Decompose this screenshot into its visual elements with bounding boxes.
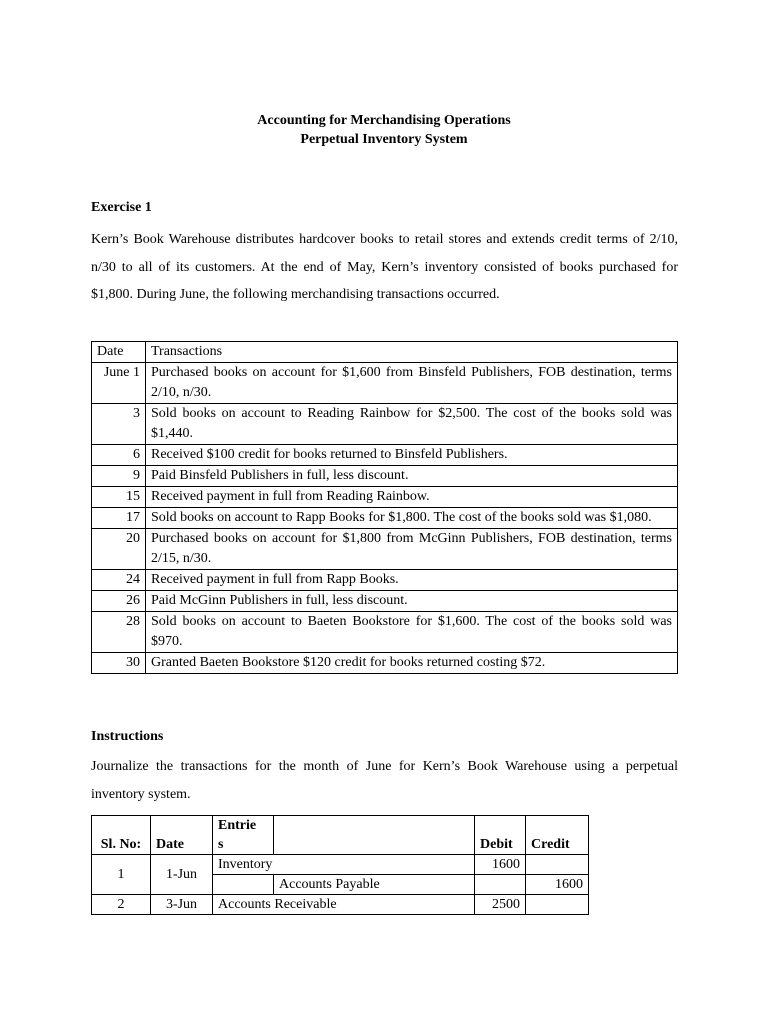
document-subtitle: Perpetual Inventory System — [300, 132, 468, 147]
transaction-date: 30 — [92, 653, 146, 674]
entries-header — [213, 816, 274, 855]
transaction-description: Sold books on account to Reading Rainbow for $2,500. The cost of the books sold was $1,440. — [146, 404, 678, 445]
transaction-row — [92, 404, 678, 445]
transaction-date: 9 — [92, 466, 146, 487]
transaction-date: 20 — [92, 529, 146, 570]
transaction-row — [92, 529, 678, 570]
entries-header-blank — [274, 816, 475, 855]
transaction-date: 6 — [92, 445, 146, 466]
credit-amount-cell: 1600 — [526, 875, 589, 895]
transaction-row — [92, 612, 678, 653]
sl-no-header: Sl. No: — [92, 816, 151, 855]
exercise-heading: Exercise 1 — [91, 200, 152, 215]
transaction-row — [92, 466, 678, 487]
transactions-header-row — [92, 342, 678, 363]
transaction-date: June 1 — [92, 363, 146, 404]
credit-amount-cell-empty — [526, 895, 589, 915]
transaction-row — [92, 487, 678, 508]
journal-sl-cell: 2 — [92, 895, 151, 915]
journal-table — [91, 815, 589, 915]
transaction-date: 26 — [92, 591, 146, 612]
transaction-description: Received payment in full from Reading Rainbow. — [146, 487, 678, 508]
date-column-header: Date — [92, 342, 146, 363]
credit-header: Credit — [526, 816, 589, 855]
transaction-description: Purchased books on account for $1,800 from McGinn Publishers, FOB destination, terms 2/15, n/30. — [146, 529, 678, 570]
intro-paragraph: Kern’s Book Warehouse distributes hardcover books to retail stores and extends credit terms of 2/10, n/30 to all of its customers. At the end of May, Kern’s inventory consisted of books purchased for $1,800. During June, the following merchandising transactions occurred. — [91, 232, 678, 302]
instructions-paragraph: Journalize the transactions for the month of June for Kern’s Book Warehouse using a perpetual inventory system. — [91, 759, 678, 802]
journal-date-header: Date — [151, 816, 213, 855]
transaction-description: Purchased books on account for $1,600 from Binsfeld Publishers, FOB destination, terms 2/10, n/30. — [146, 363, 678, 404]
transactions-column-header: Transactions — [146, 342, 678, 363]
credit-amount-cell-empty — [526, 855, 589, 875]
transaction-row — [92, 363, 678, 404]
transaction-date: 15 — [92, 487, 146, 508]
transaction-description: Granted Baeten Bookstore $120 credit for books returned costing $72. — [146, 653, 678, 674]
transaction-row — [92, 445, 678, 466]
transaction-description: Sold books on account to Rapp Books for $1,800. The cost of the books sold was $1,080. — [146, 508, 678, 529]
entries-header-line1: Entrie — [218, 818, 257, 833]
journal-sl-cell: 1 — [92, 855, 151, 895]
document-title: Accounting for Merchandising Operations — [257, 113, 511, 128]
transaction-row — [92, 508, 678, 529]
transaction-description: Paid Binsfeld Publishers in full, less discount. — [146, 466, 678, 487]
debit-header: Debit — [475, 816, 526, 855]
transaction-date: 3 — [92, 404, 146, 445]
transaction-date: 28 — [92, 612, 146, 653]
indent-cell — [213, 875, 274, 895]
transaction-row — [92, 653, 678, 674]
journal-row — [92, 895, 589, 915]
journal-date-cell: 3-Jun — [151, 895, 213, 915]
instructions-heading: Instructions — [91, 729, 164, 744]
journal-row — [92, 855, 589, 875]
transaction-row — [92, 570, 678, 591]
debit-account-cell: Inventory — [213, 855, 475, 875]
debit-amount-cell-empty — [475, 875, 526, 895]
debit-amount-cell: 1600 — [475, 855, 526, 875]
credit-account-cell: Accounts Payable — [274, 875, 475, 895]
transaction-description: Sold books on account to Baeten Bookstore for $1,600. The cost of the books sold was $970. — [146, 612, 678, 653]
debit-amount-cell: 2500 — [475, 895, 526, 915]
transaction-description: Paid McGinn Publishers in full, less discount. — [146, 591, 678, 612]
transaction-date: 17 — [92, 508, 146, 529]
transaction-row — [92, 591, 678, 612]
transactions-table — [91, 341, 678, 674]
entries-header-line2: s — [218, 837, 224, 852]
transaction-description: Received payment in full from Rapp Books. — [146, 570, 678, 591]
transaction-date: 24 — [92, 570, 146, 591]
journal-header-row — [92, 816, 589, 855]
journal-date-cell: 1-Jun — [151, 855, 213, 895]
transaction-description: Received $100 credit for books returned to Binsfeld Publishers. — [146, 445, 678, 466]
debit-account-cell: Accounts Receivable — [213, 895, 475, 915]
